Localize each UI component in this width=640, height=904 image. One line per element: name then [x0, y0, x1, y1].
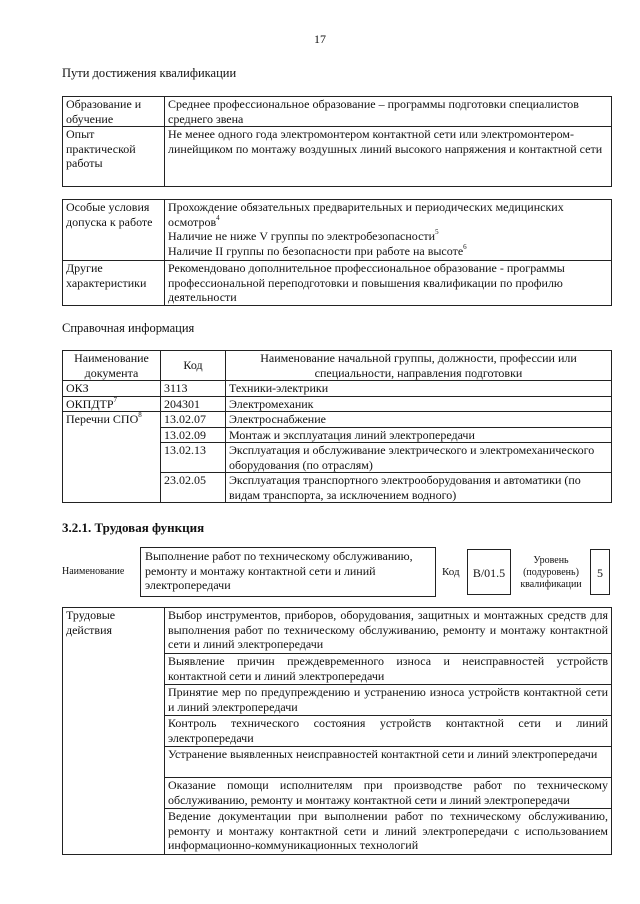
labor-function-title: 3.2.1. Трудовая функция — [62, 520, 205, 535]
labor-action-item: Контроль технического состояния устройств контактной сети и линий электропередачи — [165, 716, 612, 747]
table-row — [63, 608, 612, 654]
row-value — [165, 200, 612, 261]
code-cell: 13.02.09 — [161, 427, 226, 443]
function-name: Выполнение работ по техническому обслуживанию, ремонту и монтажу контактной сети и линий электропередачи — [140, 547, 436, 597]
labor-action-item: Ведение документации при выполнении работ по техническому обслуживанию, ремонту и монтажу контактной сети и линий электропередачи с использованием информационно-коммуникационных технологий — [165, 809, 612, 855]
row-label: Опыт практической работы — [63, 127, 165, 187]
row-label: Особые условия допуска к работе — [63, 200, 165, 261]
row-label: Другие характеристики — [63, 261, 165, 306]
table-row — [63, 127, 612, 187]
name-cell: Техники-электрики — [226, 381, 612, 397]
condition-line: Наличие II группы по безопасности при работе на высоте$^6$ — [168, 242, 467, 258]
name-cell: Электроснабжение — [226, 412, 612, 428]
labor-action-item: Устранение выявленных неисправностей контактной сети и линий электропередачи — [165, 747, 612, 778]
doc-cell: ОКЗ — [63, 381, 161, 397]
page-number: 17 — [314, 32, 326, 46]
qualification-paths-table — [62, 96, 612, 187]
name-cell: Эксплуатация и обслуживание электрического и электромеханического оборудования (по отраслям) — [226, 443, 612, 473]
table-row — [63, 396, 612, 412]
qualification-level: 5 — [590, 549, 610, 595]
name-label: Наименование — [62, 566, 125, 577]
condition-line: Прохождение обязательных предварительных и периодических медицинских осмотров$^4$ — [168, 200, 564, 229]
table-row — [63, 261, 612, 306]
row-value: Рекомендовано дополнительное профессиональное образование - программы профессиональной переподготовки и повышения квалификации по профилю деятельности — [165, 261, 612, 306]
row-label: Образование и обучение — [63, 97, 165, 127]
labor-action-item: Выбор инструментов, приборов, оборудования, защитных и монтажных средств для выполнения работ по техническому обслуживанию, ремонту и монтажу контактной сети и линий электропередачи — [165, 608, 612, 654]
header-code: Код — [161, 351, 226, 381]
qualification-paths-title: Пути достижения квалификации — [62, 66, 237, 80]
code-cell: 23.02.05 — [161, 473, 226, 503]
table-header-row — [63, 351, 612, 381]
code-cell: 3113 — [161, 381, 226, 397]
row-value: Среднее профессиональное образование – программы подготовки специалистов среднего звена — [165, 97, 612, 127]
labor-action-item: Оказание помощи исполнителям при производстве работ по техническому обслуживанию, ремонту и монтажу контактной сети и линий электропередачи — [165, 778, 612, 809]
table-row — [63, 97, 612, 127]
code-cell: 13.02.13 — [161, 443, 226, 473]
labor-action-item: Принятие мер по предупреждению и устранению износа устройств контактной сети и линий электропередачи — [165, 685, 612, 716]
labor-actions-label: Трудовые действия — [63, 608, 165, 855]
code-cell: 204301 — [161, 396, 226, 412]
code-label: Код — [442, 566, 460, 578]
reference-table — [62, 350, 612, 503]
name-cell: Электромеханик — [226, 396, 612, 412]
name-cell: Монтаж и эксплуатация линий электропередачи — [226, 427, 612, 443]
row-value: Не менее одного года электромонтером контактной сети или электромонтером-линейщиком по монтажу воздушных линий высокого напряжения и контактной сети — [165, 127, 612, 187]
table-row — [63, 381, 612, 397]
doc-cell: Перечни СПО$^8$ — [63, 412, 161, 503]
header-document: Наименование документа — [63, 351, 161, 381]
doc-cell: ОКПДТР$^7$ — [63, 396, 161, 412]
condition-line: Наличие не ниже V группы по электробезопасности$^5$ — [168, 228, 439, 243]
level-label: Уровень (подуровень) квалификации — [520, 555, 582, 590]
function-code: B/01.5 — [467, 549, 511, 595]
table-row — [63, 200, 612, 261]
code-cell: 13.02.07 — [161, 412, 226, 428]
conditions-table — [62, 199, 612, 306]
labor-action-item: Выявление причин преждевременного износа и неисправностей устройств контактной сети и линий электропередачи — [165, 654, 612, 685]
name-cell: Эксплуатация транспортного электрооборудования и автоматики (по видам транспорта, за исключением водного) — [226, 473, 612, 503]
header-name: Наименование начальной группы, должности, профессии или специальности, направления подготовки — [226, 351, 612, 381]
labor-actions-table — [62, 607, 612, 855]
table-row — [63, 412, 612, 428]
reference-title: Справочная информация — [62, 321, 195, 335]
